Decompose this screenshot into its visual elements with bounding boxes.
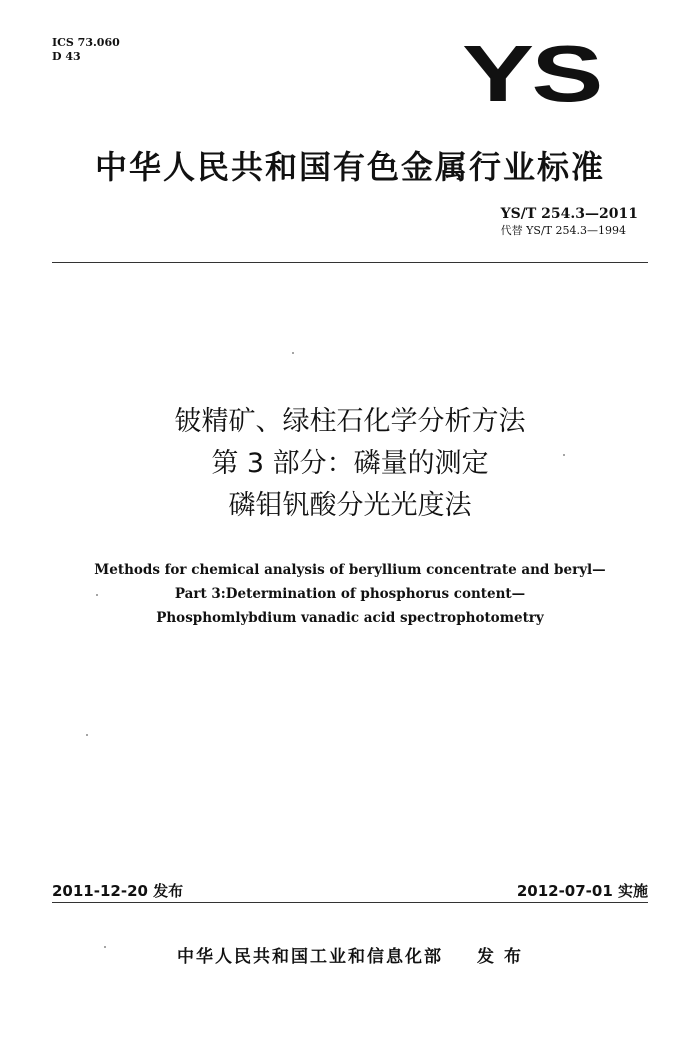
- issuer-action: 发 布: [477, 947, 523, 967]
- implementation-date: 2012-07-01 实施: [516, 882, 648, 900]
- scan-speck: [96, 594, 98, 596]
- title-zh-line-2: 第 3 部分：磷量的测定: [211, 448, 489, 479]
- title-en-line-3: Phosphomlybdium vanadic acid spectrophotometry: [156, 610, 544, 626]
- scan-speck: [104, 946, 106, 948]
- ccs-code: D 43: [52, 50, 81, 63]
- title-en-line-2: Part 3:Determination of phosphorus content—: [174, 586, 526, 602]
- standard-code-block: [501, 206, 638, 238]
- ys-logo: YS: [462, 29, 601, 118]
- scan-speck: [86, 734, 88, 736]
- replaces-standard: 代替 YS/T 254.3—1994: [500, 224, 626, 237]
- issue-date: 2011-12-20 发布: [52, 882, 184, 900]
- ics-code: ICS 73.060: [52, 36, 120, 49]
- classification-codes: [52, 36, 120, 64]
- scan-speck: [563, 454, 565, 456]
- issuer-name: 中华人民共和国工业和信息化部: [177, 947, 444, 967]
- title-zh-line-3: 磷钼钒酸分光光度法: [228, 490, 472, 521]
- top-divider: [52, 262, 648, 263]
- title-en-line-1: Methods for chemical analysis of beryllium concentrate and beryl—: [94, 562, 606, 578]
- title-zh-line-1: 铍精矿、绿柱石化学分析方法: [174, 406, 526, 437]
- scan-speck: [292, 352, 294, 354]
- bottom-divider: [52, 902, 648, 903]
- organization-title: 中华人民共和国有色金属行业标准: [94, 148, 605, 186]
- standard-number: YS/T 254.3—2011: [500, 206, 638, 222]
